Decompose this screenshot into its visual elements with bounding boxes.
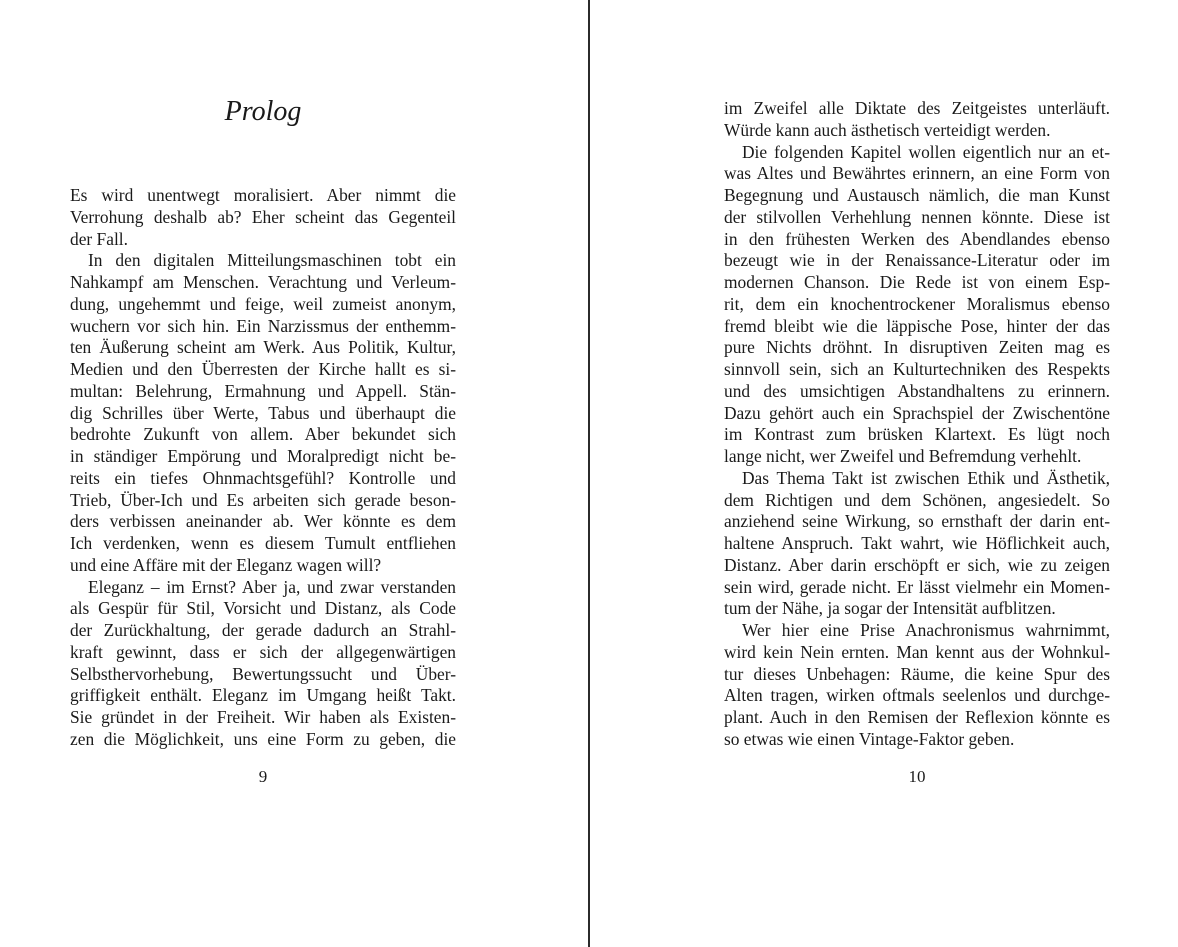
text-line: modernen Chanson. Die Rede ist von einem Esp- bbox=[724, 272, 1110, 292]
text-line: griffigkeit enthält. Eleganz im Umgang heißt Takt. bbox=[70, 685, 456, 706]
text-line: was Altes und Bewährtes erinnern, an eine Form von bbox=[724, 163, 1110, 184]
text-line: im Kontrast zum brüsken Klartext. Es lügt noch bbox=[724, 424, 1110, 445]
text-line: Verrohung deshalb ab? Eher scheint das Gegenteil bbox=[70, 206, 456, 227]
text-line: anziehend seine Wirkung, so ernsthaft der darin ent- bbox=[724, 511, 1110, 532]
text-line: in ständiger Empörung und Moralpredigt nicht be- bbox=[70, 446, 456, 466]
text-line: Würde kann auch ästhetisch verteidigt werden. bbox=[724, 119, 1051, 140]
text-line: haltene Anspruch. Takt wahrt, wie Höflichkeit auch, bbox=[724, 533, 1110, 553]
text-line: rit, dem ein knochentrockener Moralismus ebenso bbox=[724, 293, 1110, 314]
text-line: tum der Nähe, ja sogar der Intensität aufblitzen. bbox=[724, 598, 1056, 619]
text-line: dung, ungehemmt und feige, weil zumeist anonym, bbox=[70, 293, 456, 314]
text-line: sein wird, gerade nicht. Er lässt vielmehr ein Momen- bbox=[724, 576, 1110, 597]
text-line: pure Nichts dröhnt. In disruptiven Zeiten mag es bbox=[724, 337, 1110, 358]
text-line: reits ein tiefes Ohnmachtsgefühl? Kontrolle und bbox=[70, 467, 456, 488]
text-line: bedrohte Zukunft von allem. Aber bekundet sich bbox=[70, 424, 456, 445]
text-line: und des umsichtigen Abstandhaltens zu erinnern. bbox=[724, 380, 1110, 401]
page-number-left: 9 bbox=[258, 767, 268, 786]
text-line: lange nicht, wer Zweifel und Befremdung verhehlt. bbox=[724, 446, 1082, 466]
left-page-body bbox=[70, 185, 456, 751]
text-line: Alten tragen, wirken oftmals seelenlos und durchge- bbox=[724, 685, 1110, 706]
text-line: dig Schrilles über Werte, Tabus und überhaupt die bbox=[70, 402, 456, 423]
text-line: Medien und den Überresten der Kirche hallt es si- bbox=[70, 359, 456, 379]
text-line: dem Richtigen und dem Schönen, angesiedelt. So bbox=[724, 489, 1110, 510]
page-number-right: 10 bbox=[908, 767, 926, 786]
text-line: kraft gewinnt, dass er sich der allgegenwärtigen bbox=[70, 641, 456, 662]
text-line: In den digitalen Mitteilungsmaschinen tobt ein bbox=[88, 250, 456, 271]
text-line: wird kein Nein ernten. Man kennt aus der Wohnkul- bbox=[724, 641, 1110, 662]
text-line: in den frühesten Werken des Abendlandes ebenso bbox=[724, 228, 1110, 249]
text-line: der Fall. bbox=[70, 228, 128, 249]
text-line: Das Thema Takt ist zwischen Ethik und Ästhetik, bbox=[742, 467, 1110, 488]
text-line: Ich verdenken, wenn es diesem Tumult entfliehen bbox=[70, 533, 456, 553]
text-line: plant. Auch in den Remisen der Reflexion könnte es bbox=[724, 707, 1110, 727]
text-line: ders verbissen aneinander ab. Wer könnte es dem bbox=[70, 511, 456, 532]
text-line: tur dieses Unbehagen: Räume, die keine Spur des bbox=[724, 663, 1110, 684]
text-line: Selbsthervorhebung, Bewertungssucht und Über- bbox=[70, 663, 456, 684]
text-line: Wer hier eine Prise Anachronismus wahrnimmt, bbox=[742, 620, 1110, 640]
text-line: als Gespür für Stil, Vorsicht und Distanz, als Code bbox=[70, 598, 456, 619]
text-line: fremd bleibt wie die läppische Pose, hinter der das bbox=[724, 315, 1110, 336]
text-line: Nahkampf am Menschen. Verachtung und Verleum- bbox=[70, 272, 456, 292]
text-line: ten Äußerung scheint am Werk. Aus Politik, Kultur, bbox=[70, 337, 456, 358]
text-line: Dazu gehört auch ein Sprachspiel der Zwischentöne bbox=[724, 402, 1110, 423]
chapter-title: Prolog bbox=[224, 96, 302, 127]
text-line: Sie gründet in der Freiheit. Wir haben als Existen- bbox=[70, 707, 456, 727]
text-line: multan: Belehrung, Ermahnung und Appell. Stän- bbox=[70, 380, 456, 401]
text-line: im Zweifel alle Diktate des Zeitgeistes unterläuft. bbox=[724, 98, 1110, 118]
text-line: sinnvoll sein, sich an Kulturtechniken des Respekts bbox=[724, 359, 1110, 379]
text-line: Begegnung und Austausch nämlich, die man Kunst bbox=[724, 185, 1110, 205]
left-page bbox=[0, 0, 588, 947]
text-line: Eleganz – im Ernst? Aber ja, und zwar verstanden bbox=[88, 576, 456, 597]
right-page bbox=[590, 0, 1178, 947]
text-line: zen die Möglichkeit, uns eine Form zu geben, die bbox=[70, 728, 456, 749]
text-line: Die folgenden Kapitel wollen eigentlich nur an et- bbox=[742, 141, 1110, 162]
text-line: und eine Affäre mit der Eleganz wagen will? bbox=[70, 554, 382, 575]
text-line: Es wird unentwegt moralisiert. Aber nimmt die bbox=[70, 185, 456, 205]
text-line: bezeugt wie in der Renaissance-Literatur oder im bbox=[724, 250, 1110, 271]
right-page-body bbox=[724, 98, 1110, 751]
text-line: so etwas wie einen Vintage-Faktor geben. bbox=[724, 728, 1015, 749]
text-line: Distanz. Aber darin erschöpft er sich, wie zu zeigen bbox=[724, 554, 1110, 575]
text-line: der stilvollen Verhehlung nennen könnte. Diese ist bbox=[724, 206, 1110, 227]
text-line: Trieb, Über-Ich und Es arbeiten sich gerade beson- bbox=[70, 489, 456, 510]
text-line: der Zurückhaltung, der gerade dadurch an Strahl- bbox=[70, 620, 456, 640]
text-line: wuchern vor sich hin. Ein Narzissmus der enthemm- bbox=[70, 315, 456, 336]
